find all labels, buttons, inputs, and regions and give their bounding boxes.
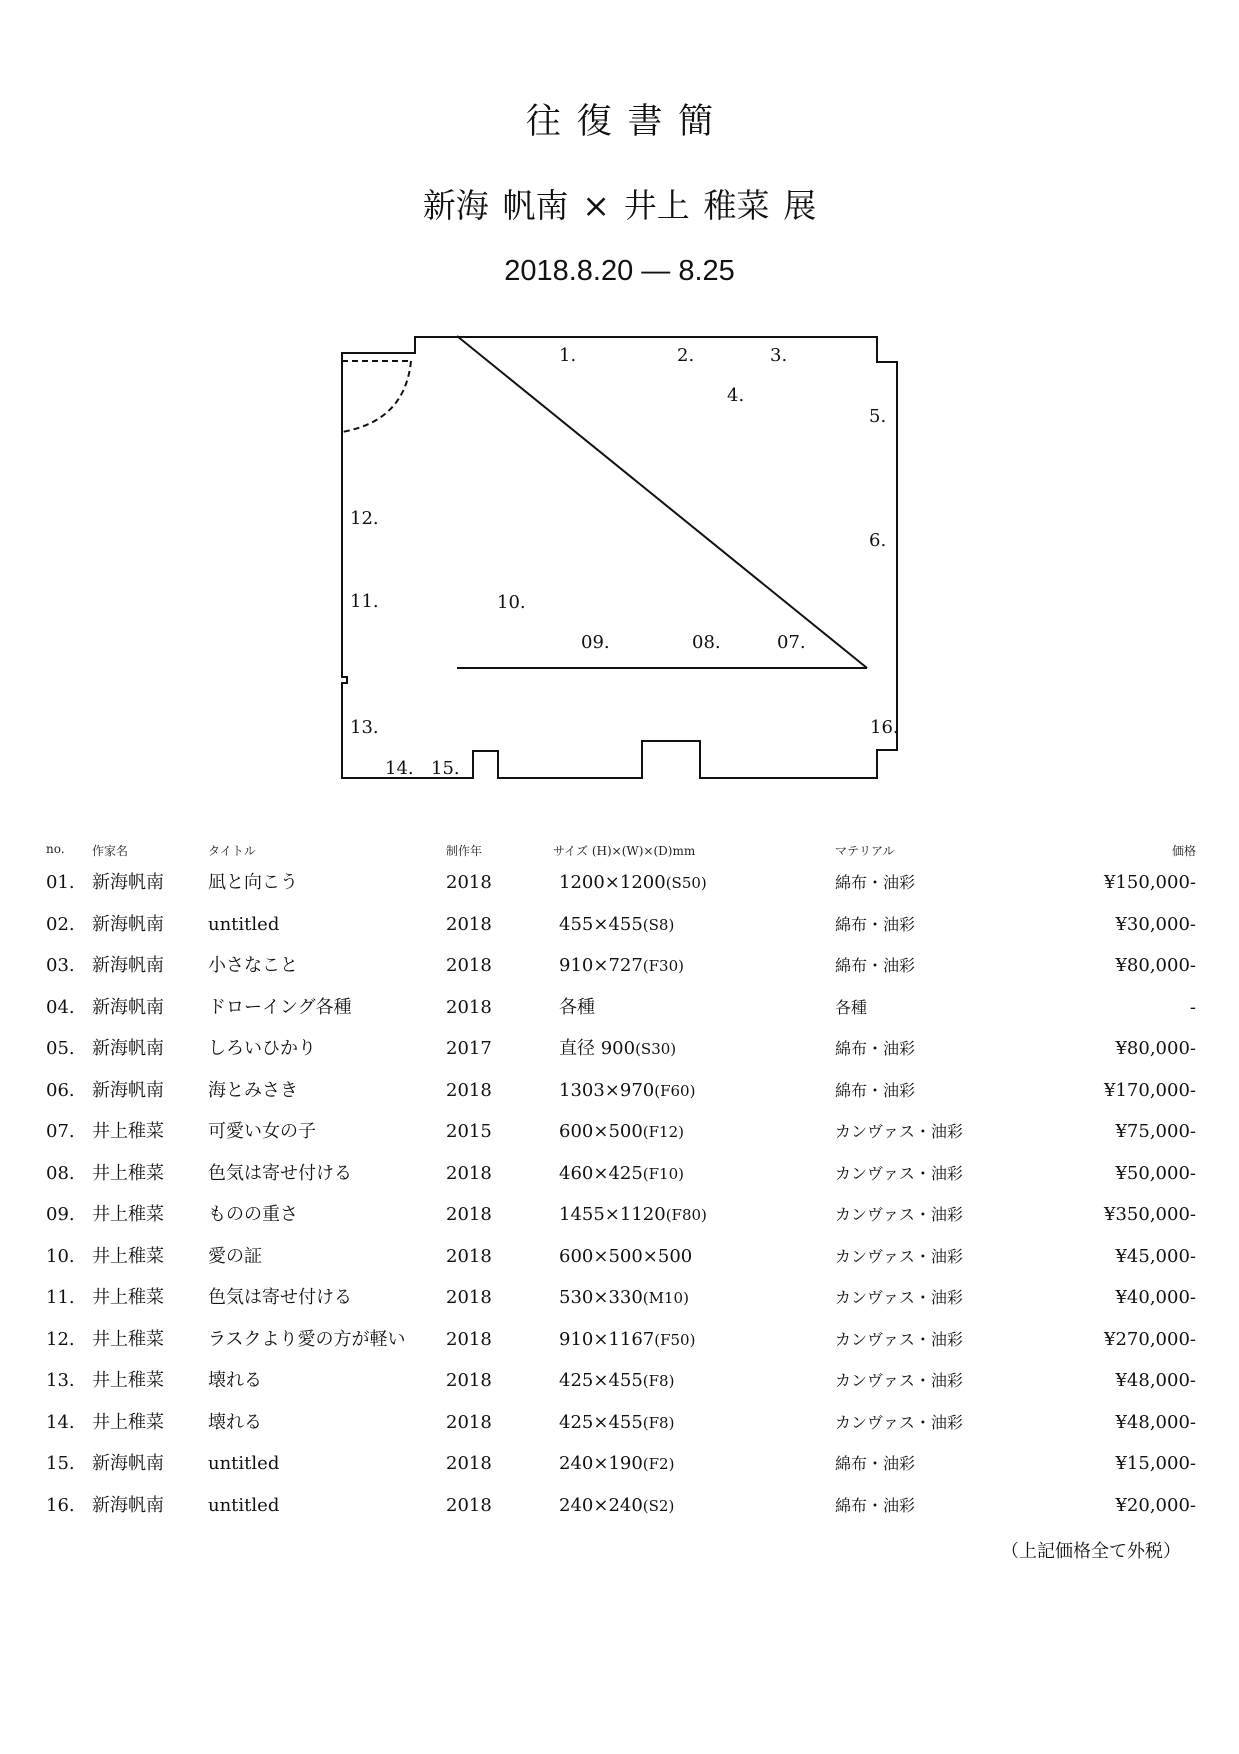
row-artist: [92, 997, 164, 1019]
row-material-text: カンヴァス・油彩: [835, 1371, 963, 1390]
row-size-text: 600×500×500: [559, 1245, 693, 1267]
row-title: [208, 1453, 279, 1475]
row-size: [559, 1038, 676, 1060]
row-year: [446, 1080, 492, 1102]
row-year: [446, 1246, 492, 1268]
row-year: [446, 955, 492, 977]
row-price: [1104, 1204, 1196, 1226]
floor-label-10: 10.: [497, 592, 526, 613]
row-size-text: 1455×1120: [559, 1204, 666, 1225]
row-size-text: 1303×970: [559, 1079, 655, 1101]
row-price: [1115, 914, 1196, 936]
floor-label-1: 1.: [559, 345, 577, 366]
row-year-text: 2018: [446, 1162, 492, 1184]
row-no: [46, 1204, 75, 1226]
row-size-text: 240×240: [559, 1494, 643, 1516]
table-row: [46, 1443, 1196, 1485]
row-material: [835, 1287, 963, 1309]
row-size-text: 240×190: [559, 1453, 643, 1474]
row-material: [835, 1370, 963, 1392]
row-price-text: ¥30,000-: [1115, 913, 1196, 935]
row-material-text: カンヴァス・油彩: [835, 1163, 963, 1183]
row-size: [559, 997, 595, 1019]
floor-label-08: 08.: [692, 632, 721, 653]
row-artist: [92, 955, 164, 977]
row-material: [835, 955, 915, 977]
row-artist-text: 井上稚菜: [92, 1162, 164, 1184]
table-row: [46, 904, 1196, 946]
row-price-text: ¥350,000-: [1104, 1204, 1196, 1225]
row-no: [46, 1495, 75, 1517]
row-year-text: 2015: [446, 1121, 492, 1142]
row-size-code: (S30): [635, 1040, 677, 1058]
row-size: [559, 872, 707, 894]
row-title: [208, 997, 352, 1019]
row-title: [208, 1412, 262, 1434]
row-size-code: (F10): [642, 1164, 684, 1183]
row-no: [46, 914, 75, 936]
row-year-text: 2018: [446, 996, 492, 1018]
floor-label-12: 12.: [350, 508, 379, 529]
row-price: [1115, 1246, 1196, 1268]
row-no-text: 13.: [46, 1370, 75, 1391]
row-title-text: 愛の証: [208, 1245, 262, 1267]
floor-label-6: 6.: [869, 530, 887, 551]
row-price-text: ¥50,000-: [1115, 1162, 1196, 1184]
row-material-text: カンヴァス・油彩: [835, 1288, 963, 1307]
header-no: no.: [46, 842, 65, 856]
row-no: [46, 1453, 75, 1475]
exhibition-title: 新海 帆南 × 井上 稚菜 展: [422, 186, 817, 225]
row-price-text: ¥48,000-: [1115, 1370, 1196, 1391]
row-artist-text: 新海帆南: [92, 1079, 164, 1101]
row-material-text: 綿布・油彩: [835, 873, 916, 892]
row-material: [835, 1329, 963, 1351]
row-artist: [92, 872, 164, 894]
row-no: [46, 872, 75, 894]
table-row: [46, 1194, 1196, 1236]
floor-label-11: 11.: [350, 591, 379, 612]
header-material: マテリアル: [835, 844, 895, 858]
row-size-code: (F8): [642, 1372, 675, 1390]
row-price-text: ¥80,000-: [1115, 955, 1196, 976]
row-title-text: 小さなこと: [208, 955, 298, 976]
row-material-text: 綿布・油彩: [835, 1080, 916, 1100]
table-row: [46, 1070, 1196, 1112]
floor-label-13: 13.: [350, 717, 379, 738]
row-title-text: 壊れる: [208, 1370, 262, 1391]
row-year-text: 2018: [446, 1079, 492, 1101]
header-title: タイトル: [208, 844, 256, 858]
artwork-price-list: [46, 838, 1196, 1526]
row-artist-text: 井上稚菜: [92, 1204, 164, 1225]
row-title-text: 可愛い女の子: [208, 1121, 316, 1142]
row-title: [208, 1121, 316, 1143]
row-no: [46, 1287, 75, 1309]
row-year-text: 2018: [446, 1370, 492, 1391]
row-title-text: untitled: [208, 1494, 280, 1516]
row-size-code: (F50): [654, 1330, 696, 1349]
row-artist: [92, 1370, 164, 1392]
row-no: [46, 1329, 75, 1351]
row-price: [1115, 1453, 1196, 1475]
row-no-text: 07.: [46, 1121, 75, 1142]
row-size-code: (F80): [665, 1206, 707, 1224]
row-price: [1115, 1287, 1196, 1309]
row-year-text: 2018: [446, 1494, 492, 1516]
row-artist-text: 新海帆南: [92, 955, 164, 976]
row-year-text: 2018: [446, 1204, 492, 1225]
row-size-text: 530×330: [559, 1287, 643, 1308]
row-no-text: 14.: [46, 1411, 75, 1433]
exhibition-dates: 2018.8.20 — 8.25: [504, 255, 735, 287]
row-artist-text: 新海帆南: [92, 996, 164, 1018]
row-year: [446, 1453, 492, 1475]
row-price-text: ¥80,000-: [1115, 1038, 1196, 1059]
row-size: [559, 1412, 674, 1434]
row-year-text: 2018: [446, 872, 492, 893]
row-artist-text: 新海帆南: [92, 872, 164, 893]
table-row: [46, 1028, 1196, 1070]
row-price: [1104, 1329, 1196, 1351]
row-year: [446, 1121, 492, 1143]
row-price: [1190, 997, 1196, 1019]
header-price: 価格: [1171, 844, 1196, 858]
floor-label-14: 14.: [385, 758, 414, 779]
tax-note: （上記価格全て外税）: [1001, 1541, 1181, 1562]
row-title: [208, 1370, 262, 1392]
row-size-code: (S2): [642, 1496, 675, 1515]
row-size: [559, 1121, 684, 1143]
row-no: [46, 1080, 75, 1102]
row-price: [1115, 1163, 1196, 1185]
row-no-text: 10.: [46, 1245, 75, 1267]
row-title: [208, 1038, 316, 1060]
row-title-text: 凪と向こう: [208, 872, 298, 893]
floor-label-15: 15.: [431, 758, 460, 779]
row-no-text: 04.: [46, 996, 75, 1018]
row-material-text: カンヴァス・油彩: [835, 1412, 963, 1432]
row-size-code: (F30): [642, 957, 684, 975]
row-no-text: 15.: [46, 1453, 75, 1474]
row-title: [208, 914, 279, 936]
row-title: [208, 1287, 352, 1309]
row-size: [559, 1204, 707, 1226]
row-year-text: 2018: [446, 955, 492, 976]
row-material: [835, 1495, 915, 1517]
row-material-text: カンヴァス・油彩: [835, 1122, 963, 1141]
row-year-text: 2018: [446, 1453, 492, 1474]
row-size: [559, 1287, 689, 1309]
row-title-text: untitled: [208, 1453, 280, 1474]
row-title: [208, 1204, 298, 1226]
row-title-text: しろいひかり: [208, 1038, 316, 1059]
floor-label-2: 2.: [677, 345, 695, 366]
row-size-text: 460×425: [559, 1162, 643, 1184]
row-size: [559, 1329, 695, 1351]
row-material: [835, 1080, 915, 1102]
row-no-text: 01.: [46, 872, 75, 893]
floor-label-3: 3.: [770, 345, 788, 366]
row-material-text: カンヴァス・油彩: [835, 1246, 963, 1266]
row-price-text: ¥150,000-: [1104, 872, 1196, 893]
row-artist-text: 新海帆南: [92, 1494, 164, 1516]
row-artist: [92, 1163, 164, 1185]
row-size-code: (F12): [642, 1123, 684, 1141]
row-no-text: 12.: [46, 1328, 75, 1350]
floor-label-4: 4.: [727, 385, 745, 406]
row-no-text: 09.: [46, 1204, 75, 1225]
row-artist-text: 新海帆南: [92, 1038, 164, 1059]
row-artist-text: 井上稚菜: [92, 1245, 164, 1267]
floor-plan-walls: [340, 336, 900, 783]
row-material-text: カンヴァス・油彩: [835, 1205, 963, 1224]
row-size: [559, 914, 674, 936]
row-size: [559, 1453, 674, 1475]
row-price: [1115, 1038, 1196, 1060]
row-title-text: ドローイング各種: [208, 996, 352, 1018]
row-title-text: 色気は寄せ付ける: [208, 1162, 352, 1184]
row-size-text: 直径 900: [559, 1038, 636, 1059]
row-artist: [92, 1495, 164, 1517]
row-no: [46, 1370, 75, 1392]
table-row: [46, 1153, 1196, 1195]
row-artist: [92, 1287, 164, 1309]
row-price-text: ¥170,000-: [1104, 1079, 1196, 1101]
row-material: [835, 997, 867, 1019]
row-material-text: 綿布・油彩: [835, 1495, 916, 1515]
row-year-text: 2018: [446, 1411, 492, 1433]
row-material: [835, 1412, 963, 1434]
row-title-text: 色気は寄せ付ける: [208, 1287, 352, 1308]
header-artist: 作家名: [92, 844, 129, 858]
row-material-text: 綿布・油彩: [835, 1454, 916, 1473]
row-material: [835, 1246, 963, 1268]
row-no: [46, 1163, 75, 1185]
row-year: [446, 914, 492, 936]
row-artist-text: 井上稚菜: [92, 1370, 164, 1391]
row-material: [835, 1163, 963, 1185]
row-artist: [92, 1080, 164, 1102]
row-artist-text: 新海帆南: [92, 913, 164, 935]
row-artist: [92, 1246, 164, 1268]
row-year-text: 2017: [446, 1038, 492, 1059]
row-artist: [92, 1204, 164, 1226]
row-no-text: 05.: [46, 1038, 75, 1059]
row-price-text: ¥45,000-: [1115, 1245, 1196, 1267]
row-year-text: 2018: [446, 1245, 492, 1267]
row-size-text: 910×727: [559, 955, 643, 976]
row-size-text: 910×1167: [559, 1328, 655, 1350]
header-year: 制作年: [446, 844, 483, 858]
row-price: [1104, 1080, 1196, 1102]
row-size-code: (F8): [642, 1413, 675, 1432]
row-no: [46, 997, 75, 1019]
row-title: [208, 1495, 279, 1517]
row-year-text: 2018: [446, 1328, 492, 1350]
floor-label-09: 09.: [581, 632, 610, 653]
row-size-code: (M10): [642, 1289, 689, 1307]
row-title-text: ものの重さ: [208, 1204, 298, 1225]
table-row: [46, 945, 1196, 987]
row-price: [1115, 1495, 1196, 1517]
row-title: [208, 1246, 262, 1268]
row-no: [46, 1412, 75, 1434]
row-price: [1104, 872, 1196, 894]
row-artist: [92, 1038, 164, 1060]
row-artist: [92, 1329, 164, 1351]
row-price-text: ¥75,000-: [1115, 1121, 1196, 1142]
row-artist: [92, 1412, 164, 1434]
row-size-text: 425×455: [559, 1370, 643, 1391]
row-material-text: 綿布・油彩: [835, 956, 916, 975]
row-material-text: 綿布・油彩: [835, 914, 916, 934]
table-header: [46, 838, 1196, 862]
row-price-text: -: [1189, 996, 1196, 1018]
row-material: [835, 872, 915, 894]
row-year: [446, 1412, 492, 1434]
row-year: [446, 997, 492, 1019]
row-year: [446, 872, 492, 894]
row-material-text: カンヴァス・油彩: [835, 1329, 963, 1349]
row-title: [208, 872, 298, 894]
row-size-text: 各種: [559, 996, 595, 1018]
table-row: [46, 1360, 1196, 1402]
table-body: [46, 862, 1196, 1526]
row-size-text: 1200×1200: [559, 872, 666, 893]
row-artist: [92, 1121, 164, 1143]
row-year: [446, 1204, 492, 1226]
row-year: [446, 1370, 492, 1392]
header-size: サイズ (H)×(W)×(D)mm: [553, 844, 696, 858]
table-row: [46, 862, 1196, 904]
row-material: [835, 914, 915, 936]
row-no-text: 06.: [46, 1079, 75, 1101]
row-no: [46, 1038, 75, 1060]
row-year-text: 2018: [446, 1287, 492, 1308]
row-price-text: ¥48,000-: [1115, 1411, 1196, 1433]
table-row: [46, 1402, 1196, 1444]
row-no: [46, 955, 75, 977]
floor-plan: [340, 336, 900, 783]
row-no-text: 08.: [46, 1162, 75, 1184]
row-no: [46, 1121, 75, 1143]
row-artist: [92, 1453, 164, 1475]
row-material-text: 綿布・油彩: [835, 1039, 916, 1058]
row-size-text: 425×455: [559, 1411, 643, 1433]
row-size: [559, 1370, 674, 1392]
floor-label-07: 07.: [777, 632, 806, 653]
row-no-text: 03.: [46, 955, 75, 976]
row-year: [446, 1287, 492, 1309]
row-size: [559, 1495, 674, 1517]
row-no-text: 11.: [46, 1287, 75, 1308]
row-year: [446, 1329, 492, 1351]
row-size-code: (S8): [642, 915, 675, 934]
table-row: [46, 1319, 1196, 1361]
table-row: [46, 1485, 1196, 1527]
row-artist-text: 井上稚菜: [92, 1328, 164, 1350]
row-year: [446, 1163, 492, 1185]
row-title-text: ラスクより愛の方が軽い: [208, 1328, 406, 1350]
row-size-text: 600×500: [559, 1121, 643, 1142]
row-title: [208, 1163, 352, 1185]
row-material: [835, 1453, 915, 1475]
table-row: [46, 1277, 1196, 1319]
row-size: [559, 1080, 695, 1102]
row-price-text: ¥15,000-: [1115, 1453, 1196, 1474]
row-material: [835, 1204, 963, 1226]
table-row: [46, 987, 1196, 1029]
row-material-text: 各種: [835, 997, 868, 1017]
row-size-code: (F2): [642, 1455, 675, 1473]
row-title-text: 海とみさき: [208, 1079, 298, 1101]
row-no-text: 02.: [46, 913, 75, 935]
table-row: [46, 1111, 1196, 1153]
row-no: [46, 1246, 75, 1268]
row-title: [208, 1329, 405, 1351]
row-size: [559, 1246, 692, 1268]
row-price: [1115, 1370, 1196, 1392]
row-artist-text: 新海帆南: [92, 1453, 164, 1474]
row-year-text: 2018: [446, 913, 492, 935]
row-artist-text: 井上稚菜: [92, 1121, 164, 1142]
row-artist-text: 井上稚菜: [92, 1411, 164, 1433]
row-title-text: untitled: [208, 913, 280, 935]
row-title-text: 壊れる: [208, 1411, 262, 1433]
row-no-text: 16.: [46, 1494, 75, 1516]
row-year: [446, 1038, 492, 1060]
floor-label-5: 5.: [869, 406, 887, 427]
row-artist-text: 井上稚菜: [92, 1287, 164, 1308]
row-size-code: (S50): [665, 874, 707, 892]
row-price-text: ¥20,000-: [1115, 1494, 1196, 1516]
row-material: [835, 1038, 915, 1060]
row-price: [1115, 1412, 1196, 1434]
row-size-text: 455×455: [559, 913, 643, 935]
row-title: [208, 955, 298, 977]
row-size: [559, 1163, 684, 1185]
exhibition-series-title: 往復書簡: [525, 102, 729, 142]
row-size-code: (F60): [654, 1081, 696, 1100]
row-price-text: ¥270,000-: [1104, 1328, 1196, 1350]
row-artist: [92, 914, 164, 936]
row-year: [446, 1495, 492, 1517]
row-price-text: ¥40,000-: [1115, 1287, 1196, 1308]
floor-label-16: 16.: [870, 717, 899, 738]
row-title: [208, 1080, 298, 1102]
row-material: [835, 1121, 963, 1143]
row-price: [1115, 955, 1196, 977]
row-price: [1115, 1121, 1196, 1143]
table-row: [46, 1236, 1196, 1278]
row-size: [559, 955, 684, 977]
